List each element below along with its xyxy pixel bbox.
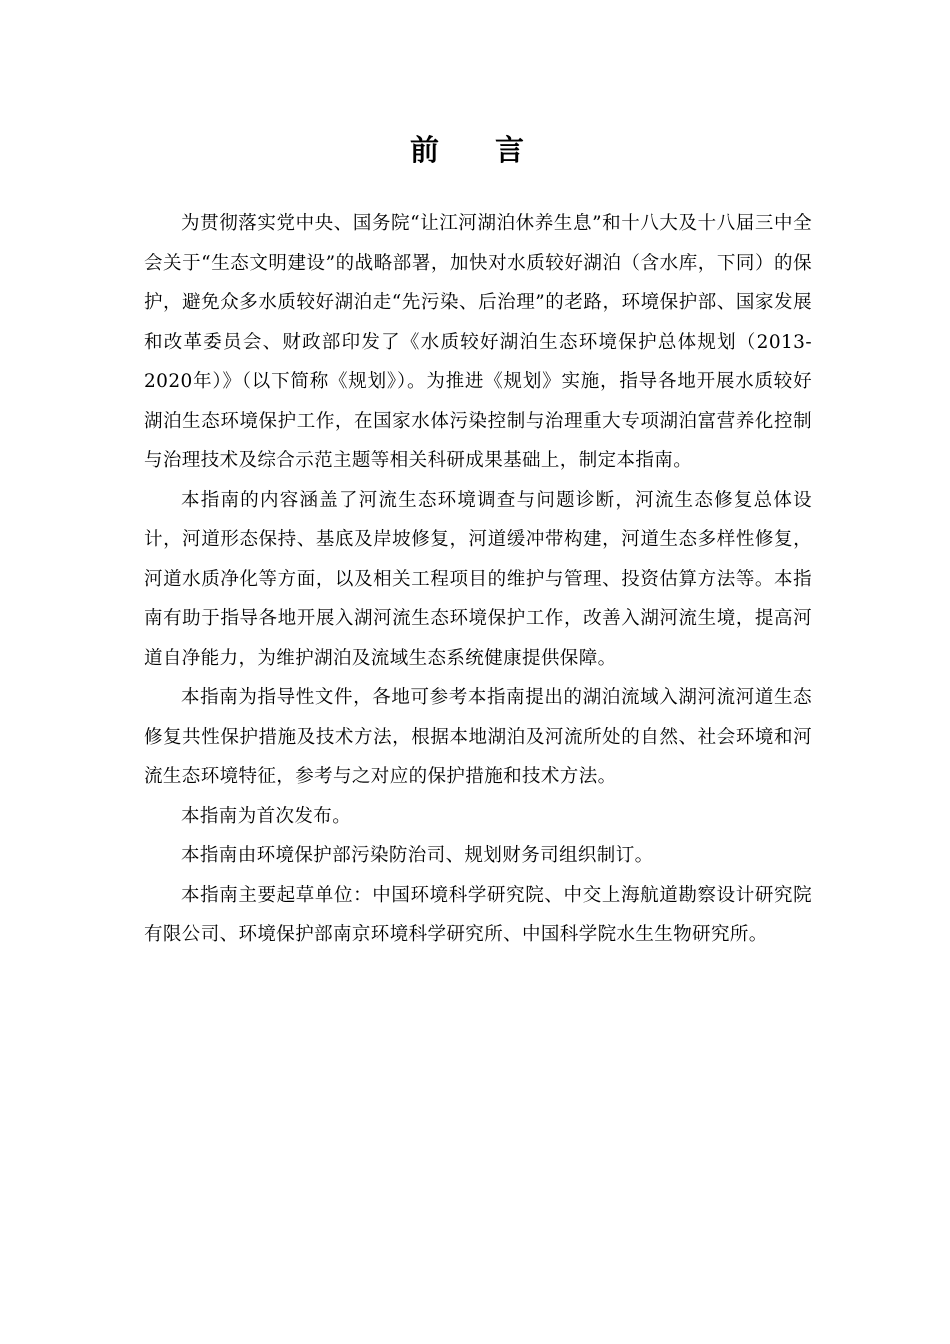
preface-body bbox=[144, 204, 812, 955]
paragraph-first-release: 本指南为首次发布。 bbox=[181, 805, 352, 827]
paragraph-scope: 本指南的内容涵盖了河流生态环境调查与问题诊断，河流生态修复总体设计，河道形态保持、基底及岸坡修复，河道缓冲带构建，河道生态多样性修复，河道水质净化等方面，以及相关工程项目的维护与管理、投资估算方法等。本指南有助于指导各地开展入湖河流生态环境保护工作，改善入湖河流生境，提高河道自净能力，为维护湖泊及流域生态系统健康提供保障。 bbox=[144, 489, 812, 669]
paragraph-guidance: 本指南为指导性文件，各地可参考本指南提出的湖泊流域入湖河流河道生态修复共性保护措施及技术方法，根据本地湖泊及河流所处的自然、社会环境和河流生态环境特征，参考与之对应的保护措施和技术方法。 bbox=[144, 687, 812, 787]
paragraph-drafting-units: 本指南主要起草单位：中国环境科学研究院、中交上海航道勘察设计研究院有限公司、环境保护部南京环境科学研究所、中国科学院水生生物研究所。 bbox=[144, 884, 812, 945]
page-title: 前言 bbox=[409, 133, 580, 167]
paragraph-purpose: 为贯彻落实党中央、国务院“让江河湖泊休养生息”和十八大及十八届三中全会关于“生态文明建设”的战略部署，加快对水质较好湖泊（含水库，下同）的保护，避免众多水质较好湖泊走“先污染、后治理”的老路，环境保护部、国家发展和改革委员会、财政部印发了《水质较好湖泊生态环境保护总体规划（2013-2020年）》（以下简称《规划》）。为推进《规划》实施，指导各地开展水质较好湖泊生态环境保护工作，在国家水体污染控制与治理重大专项湖泊富营养化控制与治理技术及综合示范主题等相关科研成果基础上，制定本指南。 bbox=[144, 213, 812, 471]
paragraph-organizer: 本指南由环境保护部污染防治司、规划财务司组织制订。 bbox=[181, 845, 654, 866]
